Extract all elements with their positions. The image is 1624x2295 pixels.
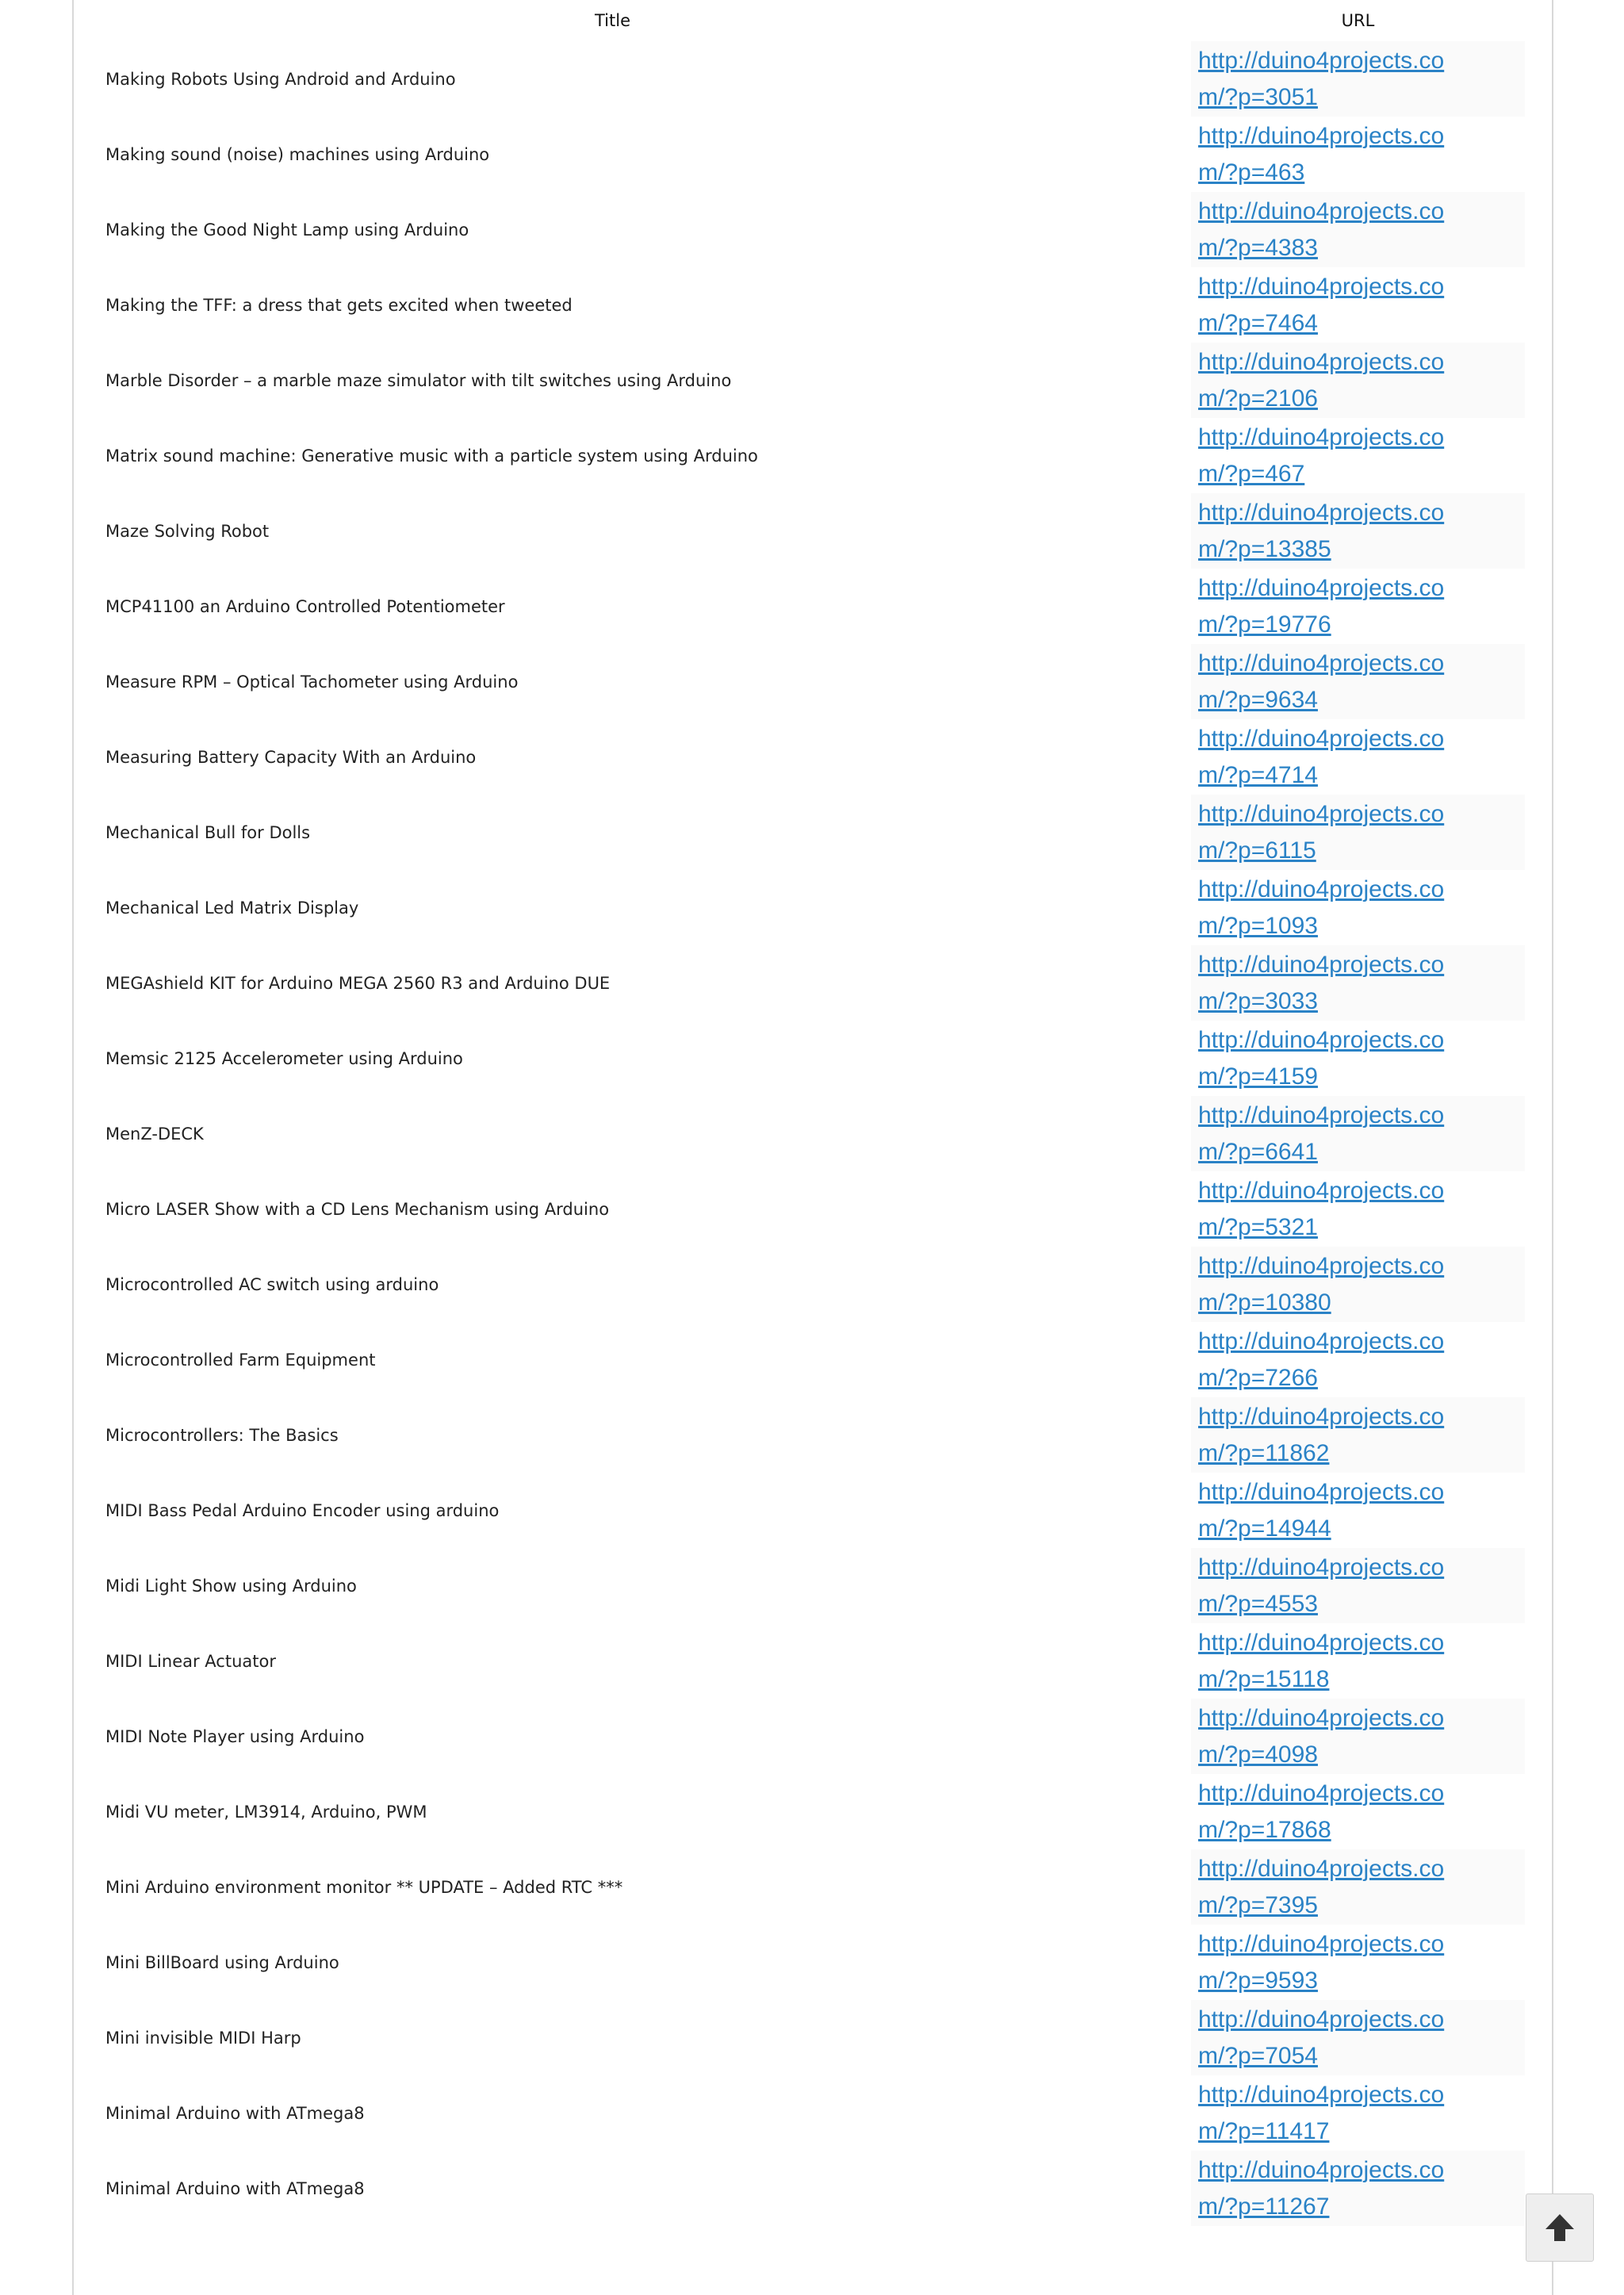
table-row bbox=[98, 418, 1525, 493]
project-title: MIDI Note Player using Arduino bbox=[105, 1726, 365, 1746]
project-url-cell bbox=[1191, 1397, 1525, 1473]
project-url-link[interactable]: http://duino4projects.com/?p=14944 bbox=[1198, 1478, 1445, 1542]
project-title: Making sound (noise) machines using Arduino bbox=[98, 117, 1191, 192]
project-title: Microcontrollers: The Basics bbox=[105, 1425, 339, 1445]
project-url-link[interactable]: http://duino4projects.com/?p=7464 bbox=[1198, 273, 1445, 336]
content-area bbox=[72, 0, 1553, 2295]
scroll-to-top-button[interactable] bbox=[1526, 2193, 1594, 2262]
project-url-cell bbox=[1191, 870, 1525, 945]
project-url-link[interactable]: http://duino4projects.com/?p=7395 bbox=[1198, 1855, 1445, 1918]
table-row bbox=[98, 1925, 1525, 2000]
title-column-header: Title bbox=[594, 11, 630, 30]
project-title: MIDI Bass Pedal Arduino Encoder using arduino bbox=[98, 1473, 1191, 1548]
project-url-cell bbox=[1191, 1021, 1525, 1096]
project-url-cell bbox=[1191, 418, 1525, 493]
project-title: MCP41100 an Arduino Controlled Potentiometer bbox=[98, 569, 1191, 644]
table-row bbox=[98, 493, 1525, 569]
table-row bbox=[98, 2151, 1525, 2226]
table-row bbox=[98, 1322, 1525, 1397]
project-url-link[interactable]: http://duino4projects.com/?p=3051 bbox=[1198, 47, 1445, 110]
project-url-cell bbox=[1191, 192, 1525, 267]
project-url-cell bbox=[1191, 493, 1525, 569]
table-row bbox=[98, 945, 1525, 1021]
project-title: Making the TFF: a dress that gets excited when tweeted bbox=[98, 267, 1191, 343]
table-row bbox=[98, 1096, 1525, 1171]
table-row bbox=[98, 1699, 1525, 1774]
project-url-cell bbox=[1191, 2000, 1525, 2075]
project-url-link[interactable]: http://duino4projects.com/?p=2106 bbox=[1198, 348, 1445, 412]
project-url-link[interactable]: http://duino4projects.com/?p=13385 bbox=[1198, 499, 1445, 562]
project-url-cell bbox=[1191, 644, 1525, 719]
project-url-cell bbox=[1191, 343, 1525, 418]
project-url-cell bbox=[1191, 1548, 1525, 1623]
table-row bbox=[98, 1473, 1525, 1548]
project-url-link[interactable]: http://duino4projects.com/?p=17868 bbox=[1198, 1780, 1445, 1843]
project-url-link[interactable]: http://duino4projects.com/?p=1093 bbox=[1198, 875, 1445, 939]
project-title: Microcontrolled AC switch using arduino bbox=[105, 1274, 439, 1294]
project-title: MIDI Linear Actuator bbox=[98, 1623, 1191, 1699]
project-url-cell bbox=[1191, 1699, 1525, 1774]
table-row bbox=[98, 2075, 1525, 2151]
project-url-link[interactable]: http://duino4projects.com/?p=11862 bbox=[1198, 1403, 1445, 1466]
project-title: Mechanical Bull for Dolls bbox=[105, 822, 311, 842]
project-url-link[interactable]: http://duino4projects.com/?p=11267 bbox=[1198, 2156, 1445, 2220]
table-row bbox=[98, 1397, 1525, 1473]
project-title: Making Robots Using Android and Arduino bbox=[105, 69, 456, 89]
project-url-link[interactable]: http://duino4projects.com/?p=9634 bbox=[1198, 649, 1445, 713]
project-url-cell bbox=[1191, 267, 1525, 343]
project-url-link[interactable]: http://duino4projects.com/?p=6641 bbox=[1198, 1102, 1445, 1165]
project-title: Midi Light Show using Arduino bbox=[105, 1576, 357, 1596]
table-body bbox=[98, 41, 1525, 2226]
project-url-link[interactable]: http://duino4projects.com/?p=9593 bbox=[1198, 1930, 1445, 1994]
table-row bbox=[98, 1774, 1525, 1849]
project-title: Measuring Battery Capacity With an Arduino bbox=[98, 719, 1191, 795]
table-row bbox=[98, 267, 1525, 343]
project-title: Minimal Arduino with ATmega8 bbox=[105, 2178, 365, 2198]
project-url-link[interactable]: http://duino4projects.com/?p=11417 bbox=[1198, 2081, 1445, 2144]
project-url-link[interactable]: http://duino4projects.com/?p=5321 bbox=[1198, 1177, 1445, 1240]
project-url-cell bbox=[1191, 2075, 1525, 2151]
project-title: Matrix sound machine: Generative music with a particle system using Arduino bbox=[98, 418, 1191, 493]
project-url-cell bbox=[1191, 1096, 1525, 1171]
project-url-cell bbox=[1191, 569, 1525, 644]
project-url-cell bbox=[1191, 795, 1525, 870]
table-row bbox=[98, 1171, 1525, 1247]
table-row bbox=[98, 719, 1525, 795]
project-title: Measure RPM – Optical Tachometer using Arduino bbox=[105, 672, 519, 692]
project-title: Minimal Arduino with ATmega8 bbox=[98, 2075, 1191, 2151]
project-title: Maze Solving Robot bbox=[105, 521, 270, 541]
project-url-cell bbox=[1191, 117, 1525, 192]
project-url-cell bbox=[1191, 1849, 1525, 1925]
project-url-cell bbox=[1191, 1774, 1525, 1849]
project-title: Mechanical Led Matrix Display bbox=[98, 870, 1191, 945]
project-url-link[interactable]: http://duino4projects.com/?p=7266 bbox=[1198, 1328, 1445, 1391]
table-row bbox=[98, 117, 1525, 192]
arrow-up-icon bbox=[1544, 2212, 1576, 2243]
projects-table bbox=[98, 0, 1525, 2226]
project-title: Midi VU meter, LM3914, Arduino, PWM bbox=[98, 1774, 1191, 1849]
project-url-cell bbox=[1191, 1322, 1525, 1397]
table-row bbox=[98, 343, 1525, 418]
table-row bbox=[98, 1623, 1525, 1699]
table-row bbox=[98, 1548, 1525, 1623]
project-url-link[interactable]: http://duino4projects.com/?p=467 bbox=[1198, 423, 1445, 487]
project-title: Micro LASER Show with a CD Lens Mechanism using Arduino bbox=[98, 1171, 1191, 1247]
table-row bbox=[98, 644, 1525, 719]
url-column-header: URL bbox=[1341, 11, 1375, 30]
table-row bbox=[98, 1247, 1525, 1322]
project-url-cell bbox=[1191, 1623, 1525, 1699]
table-row bbox=[98, 569, 1525, 644]
project-url-cell bbox=[1191, 1925, 1525, 2000]
project-url-link[interactable]: http://duino4projects.com/?p=4098 bbox=[1198, 1704, 1445, 1768]
project-title: Marble Disorder – a marble maze simulator with tilt switches using Arduino bbox=[105, 370, 732, 390]
project-url-link[interactable]: http://duino4projects.com/?p=3033 bbox=[1198, 951, 1445, 1014]
table-row bbox=[98, 1021, 1525, 1096]
table-row bbox=[98, 795, 1525, 870]
project-url-link[interactable]: http://duino4projects.com/?p=6115 bbox=[1198, 800, 1445, 864]
table-row bbox=[98, 192, 1525, 267]
table-row bbox=[98, 2000, 1525, 2075]
project-url-cell bbox=[1191, 1247, 1525, 1322]
project-title: MEGAshield KIT for Arduino MEGA 2560 R3 and Arduino DUE bbox=[105, 973, 611, 993]
header-row bbox=[98, 0, 1525, 41]
project-title: Making the Good Night Lamp using Arduino bbox=[105, 220, 469, 239]
project-url-link[interactable]: http://duino4projects.com/?p=4159 bbox=[1198, 1026, 1445, 1090]
table-row bbox=[98, 870, 1525, 945]
project-title: Memsic 2125 Accelerometer using Arduino bbox=[98, 1021, 1191, 1096]
project-url-cell bbox=[1191, 2151, 1525, 2226]
project-title: Mini invisible MIDI Harp bbox=[105, 2028, 301, 2048]
table-row bbox=[98, 1849, 1525, 1925]
project-title: Mini BillBoard using Arduino bbox=[98, 1925, 1191, 2000]
project-title: Microcontrolled Farm Equipment bbox=[98, 1322, 1191, 1397]
table-header bbox=[98, 0, 1525, 41]
table-row bbox=[98, 41, 1525, 117]
project-url-link[interactable]: http://duino4projects.com/?p=4383 bbox=[1198, 197, 1445, 261]
project-title: MenZ-DECK bbox=[105, 1124, 204, 1144]
project-url-link[interactable]: http://duino4projects.com/?p=4714 bbox=[1198, 725, 1445, 788]
project-url-link[interactable]: http://duino4projects.com/?p=7054 bbox=[1198, 2006, 1445, 2069]
project-url-link[interactable]: http://duino4projects.com/?p=4553 bbox=[1198, 1554, 1445, 1617]
project-url-link[interactable]: http://duino4projects.com/?p=15118 bbox=[1198, 1629, 1445, 1692]
project-url-cell bbox=[1191, 41, 1525, 117]
project-url-cell bbox=[1191, 1171, 1525, 1247]
project-title: Mini Arduino environment monitor ** UPDATE – Added RTC *** bbox=[105, 1877, 623, 1897]
project-url-link[interactable]: http://duino4projects.com/?p=463 bbox=[1198, 122, 1445, 186]
project-url-cell bbox=[1191, 945, 1525, 1021]
project-url-link[interactable]: http://duino4projects.com/?p=19776 bbox=[1198, 574, 1445, 638]
project-url-cell bbox=[1191, 719, 1525, 795]
project-url-link[interactable]: http://duino4projects.com/?p=10380 bbox=[1198, 1252, 1445, 1316]
project-url-cell bbox=[1191, 1473, 1525, 1548]
